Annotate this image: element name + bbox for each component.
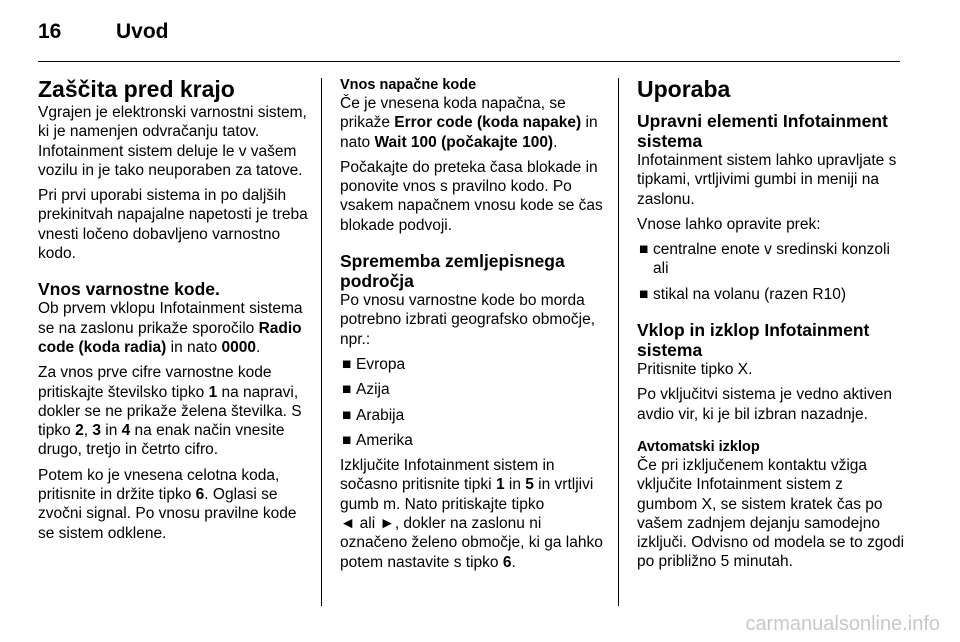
list-item bbox=[637, 285, 907, 304]
display-message: 0000 bbox=[221, 338, 256, 356]
text: Pritisnite tipko bbox=[637, 361, 738, 379]
section-title-controls: Upravni elementi Infotainment sistema bbox=[637, 111, 888, 151]
text: . bbox=[511, 553, 516, 571]
chapter-title: Uvod bbox=[116, 20, 169, 43]
column-1 bbox=[38, 76, 310, 549]
paragraph: Infotainment sistem lahko upravljate s tipkami, vrtljivimi gumbi in meniji na zaslonu. bbox=[637, 152, 897, 208]
paragraph bbox=[637, 456, 907, 572]
paragraph bbox=[637, 360, 907, 379]
section-title-anti-theft: Zaščita pred krajo bbox=[38, 76, 235, 102]
paragraph: Po vnosu varnostne kode bo morda potrebno izbrati geografsko območje, npr.: bbox=[340, 292, 596, 348]
page-header bbox=[38, 20, 900, 56]
text: , dokler na zaslonu ni označeno želeno območje, ki ga lahko potem nastavite s tipko bbox=[340, 515, 603, 571]
list-item-text: Arabija bbox=[356, 406, 405, 424]
display-message: Radio code (koda radia) bbox=[38, 319, 302, 356]
paragraph bbox=[38, 363, 310, 459]
key-label: 1 bbox=[208, 383, 218, 401]
key-label: 2 bbox=[75, 422, 84, 440]
bullet-icon: ■ bbox=[342, 381, 352, 399]
bullet-icon: ■ bbox=[342, 406, 352, 424]
display-message: Wait 100 (počakajte 100) bbox=[374, 133, 554, 151]
text: na napravi, dokler se ne prikaže želena številka. S tipko bbox=[38, 383, 302, 440]
text: in nato bbox=[340, 114, 598, 151]
key-label: 3 bbox=[92, 422, 101, 440]
key-label: 6 bbox=[502, 553, 512, 571]
paragraph bbox=[340, 456, 612, 572]
text: Če je vnesena koda napačna, se prikaže bbox=[340, 95, 566, 132]
region-list bbox=[340, 355, 612, 450]
paragraph: Po vključitvi sistema je vedno aktiven avdio vir, ki je bil izbran nazadnje. bbox=[637, 386, 893, 423]
power-knob-icon: X bbox=[737, 361, 749, 379]
key-label: 5 bbox=[525, 476, 534, 494]
column-divider-1 bbox=[321, 78, 322, 606]
key-label: 6 bbox=[195, 486, 205, 504]
text: , bbox=[83, 422, 93, 440]
paragraph bbox=[340, 94, 612, 152]
list-item bbox=[340, 431, 612, 450]
control-list bbox=[637, 240, 907, 304]
text: . Oglasi se zvočni signal. Po vnosu pravilne kode se sistem odklene. bbox=[38, 486, 297, 542]
text: in nato bbox=[166, 338, 222, 356]
text: Če pri izključenem kontaktu vžiga vključite Infotainment sistem z gumbom bbox=[637, 456, 868, 513]
section-title-on-off: Vklop in izklop Infotainment sistema bbox=[637, 320, 870, 361]
section-title-usage: Uporaba bbox=[637, 76, 731, 102]
list-item-text: Amerika bbox=[356, 431, 413, 449]
column-2 bbox=[340, 76, 612, 578]
text: in bbox=[504, 476, 526, 494]
header-rule bbox=[38, 61, 900, 62]
paragraph: Vgrajen je elektronski varnostni sistem, ki je namenjen odvračanju tatov. Infotainment sistem deluje le v vašem vozilu in je tako neuporaben za tatove. bbox=[38, 104, 307, 179]
display-message: Error code (koda napake) bbox=[394, 114, 582, 132]
left-arrow-icon: ◄ bbox=[340, 515, 356, 533]
text: Izključite Infotainment sistem in sočasno pritisnite tipki bbox=[340, 457, 555, 494]
text: . bbox=[255, 338, 261, 356]
column-divider-2 bbox=[618, 78, 619, 606]
column-3 bbox=[637, 76, 907, 578]
section-title-geographic-area: Sprememba zemljepisnega področja bbox=[340, 251, 565, 292]
bullet-icon: ■ bbox=[342, 355, 352, 373]
text: in bbox=[100, 422, 122, 440]
paragraph: Pri prvi uporabi sistema in po daljših prekinitvah napajalne napetosti je treba vnesti ločeno dobavljeno varnostno kodo. bbox=[38, 187, 308, 263]
subsection-title-wrong-code: Vnos napačne kode bbox=[340, 77, 477, 93]
subsection-title-auto-off: Avtomatski izklop bbox=[637, 438, 760, 455]
bullet-icon: ■ bbox=[639, 241, 649, 259]
list-item bbox=[340, 380, 612, 399]
right-arrow-icon: ► bbox=[379, 515, 395, 533]
text: na enak način vnesite drugo, tretjo in četrto cifro. bbox=[38, 422, 285, 459]
subsection-title-security-code: Vnos varnostne kode. bbox=[38, 279, 220, 300]
text: , se sistem kratek čas po vašem zadnjem dejanju samodejno izključi. Odvisno od modela se to zgodi po približno 5 minutah. bbox=[637, 495, 905, 571]
paragraph bbox=[38, 299, 310, 357]
paragraph: Vnose lahko opravite prek: bbox=[637, 215, 821, 233]
key-label: 4 bbox=[121, 422, 131, 440]
text: in vrtljivi gumb bbox=[340, 476, 594, 513]
key-label: 1 bbox=[495, 476, 505, 494]
rotary-knob-icon: m bbox=[383, 495, 397, 513]
list-item bbox=[340, 406, 612, 425]
text: ali bbox=[355, 515, 380, 533]
text: Za vnos prve cifre varnostne kode pritiskajte številsko tipko bbox=[38, 364, 272, 401]
bullet-icon: ■ bbox=[639, 285, 649, 303]
paragraph: Počakajte do preteka časa blokade in ponovite vnos s pravilno kodo. Po vsakem napačnem vnosu kode se čas blokade podvoji. bbox=[340, 158, 603, 234]
text: Ob prvem vklopu Infotainment sistema se na zaslonu prikaže sporočilo bbox=[38, 300, 303, 337]
watermark: carmanualsonline.info bbox=[745, 613, 940, 635]
page-number: 16 bbox=[38, 20, 62, 43]
paragraph bbox=[38, 466, 310, 543]
text: . bbox=[748, 361, 753, 379]
list-item-text: centralne enote v sredinski konzoli ali bbox=[653, 241, 890, 278]
list-item bbox=[340, 355, 612, 374]
list-item-text: Azija bbox=[356, 381, 390, 399]
power-knob-icon: X bbox=[701, 495, 712, 513]
bullet-icon: ■ bbox=[342, 431, 352, 449]
text: . Nato pritiskajte tipko bbox=[396, 495, 545, 513]
text: Potem ko je vnesena celotna koda, pritisnite in držite tipko bbox=[38, 466, 280, 504]
list-item bbox=[637, 240, 907, 279]
text: . bbox=[553, 133, 558, 151]
list-item-text: Evropa bbox=[356, 355, 406, 373]
list-item-text: stikal na volanu (razen R10) bbox=[653, 285, 846, 303]
